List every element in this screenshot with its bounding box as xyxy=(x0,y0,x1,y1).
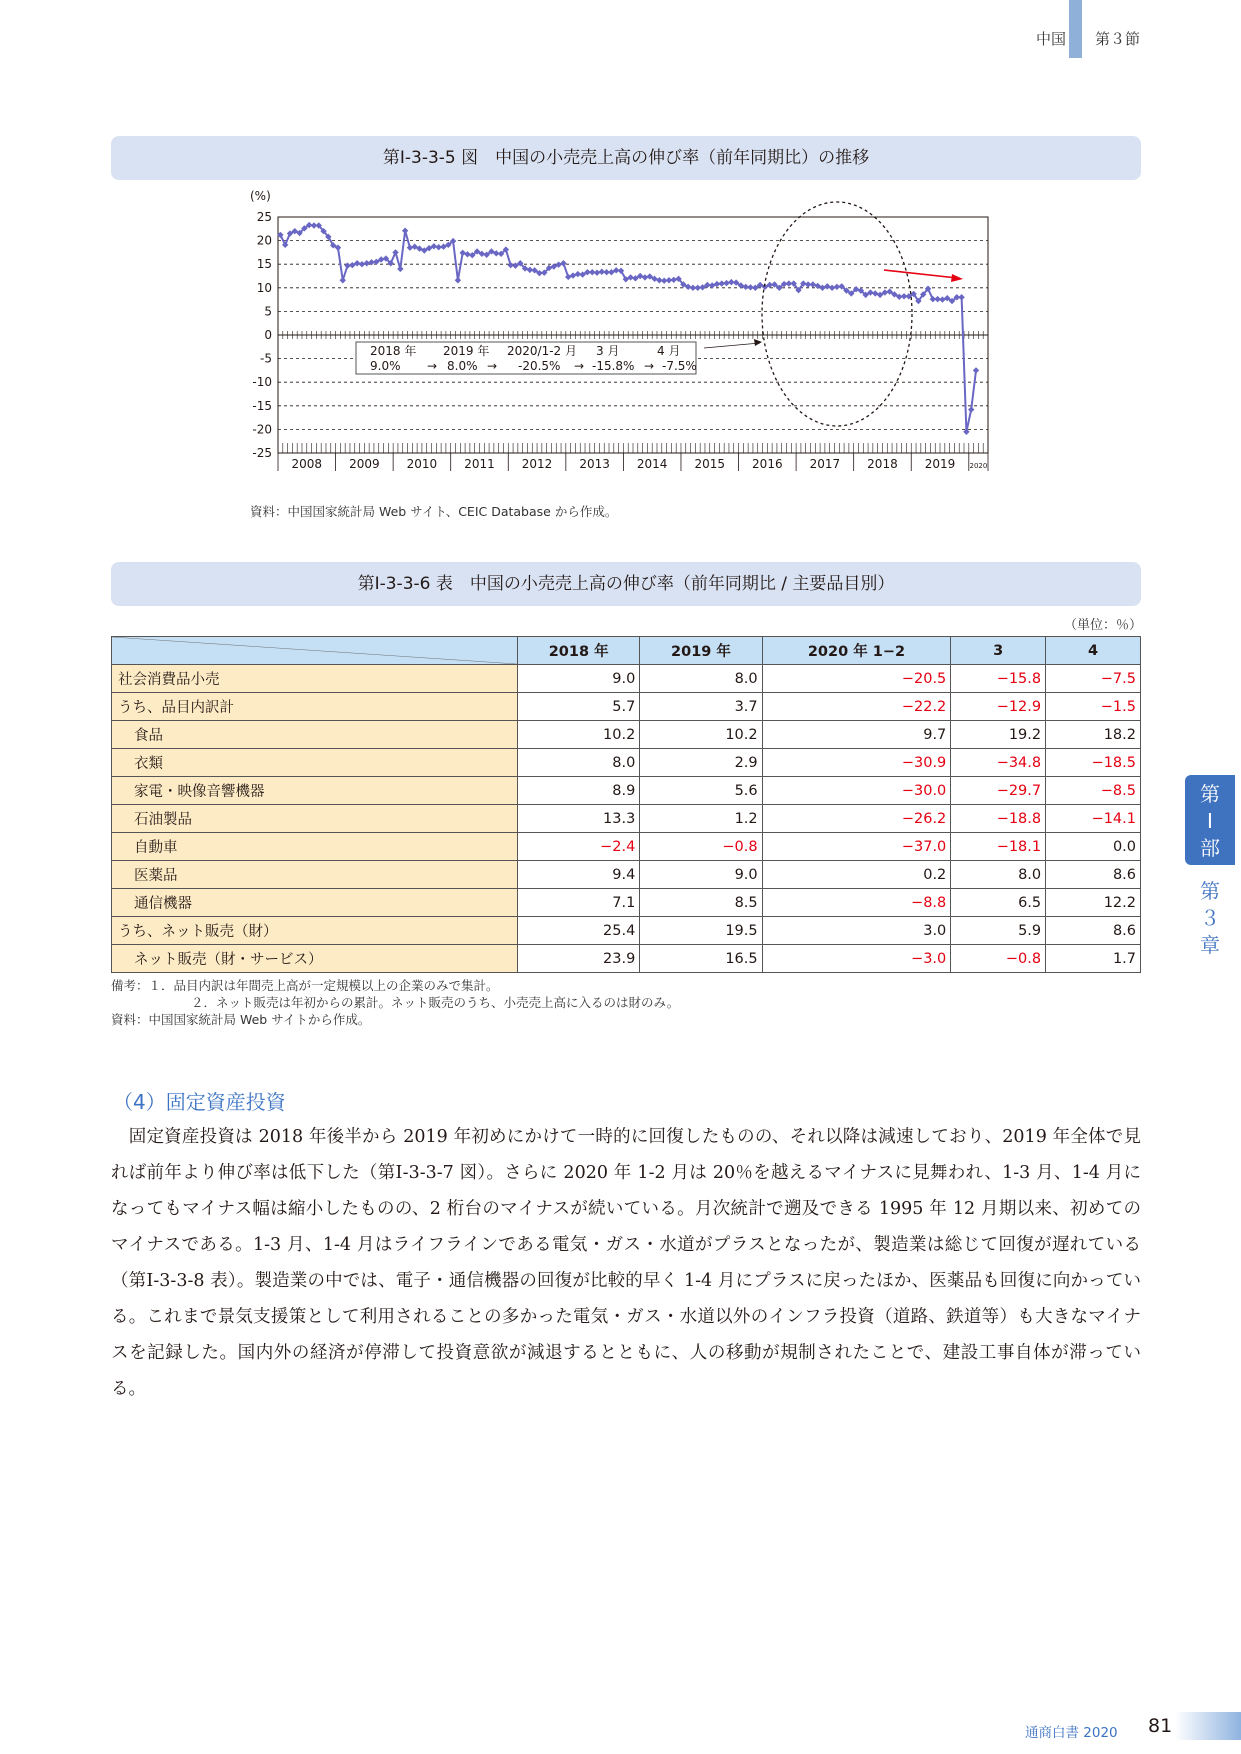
table-cell: −14.1 xyxy=(1046,805,1141,833)
annotation-year-4: 4 月 xyxy=(657,344,681,358)
data-point xyxy=(594,269,600,275)
x-tick-label: 2020 xyxy=(969,462,988,470)
note-2: ２．ネット販売は年初からの累計。ネット販売のうち、小売売上高に入るのは財のみ。 xyxy=(191,995,680,1010)
table-cell: −2.4 xyxy=(518,833,640,861)
table-cell: 1.7 xyxy=(1046,945,1141,973)
col-header-2018: 2018 年 xyxy=(518,637,640,665)
data-point xyxy=(402,227,408,233)
side-tab-chapter-label xyxy=(1185,878,1235,959)
data-point xyxy=(709,282,715,288)
header-section: 第３節 xyxy=(1095,30,1141,48)
row-label: 衣類 xyxy=(112,749,518,777)
table-cell: −30.9 xyxy=(762,749,951,777)
row-label: うち、品目内訳計 xyxy=(112,693,518,721)
data-point xyxy=(282,242,288,248)
table-cell: −8.8 xyxy=(762,889,951,917)
y-tick-label: -5 xyxy=(260,351,272,366)
data-point xyxy=(968,406,974,412)
x-tick-label: 2018 xyxy=(867,457,898,471)
table-cell: −15.8 xyxy=(951,665,1046,693)
header-bar xyxy=(1069,0,1082,58)
table-cell: 9.4 xyxy=(518,861,640,889)
table-cell: 12.2 xyxy=(1046,889,1141,917)
row-label: 自動車 xyxy=(112,833,518,861)
annotation-arrow-0: → xyxy=(427,359,438,373)
table-cell: −7.5 xyxy=(1046,665,1141,693)
row-label: 医薬品 xyxy=(112,861,518,889)
x-tick-label: 2012 xyxy=(521,457,553,471)
annotation-year-3: 3 月 xyxy=(596,344,620,358)
x-tick-label: 2014 xyxy=(636,457,668,471)
data-point xyxy=(939,296,945,302)
table-cell: 8.5 xyxy=(640,889,762,917)
x-tick-label: 2008 xyxy=(291,457,323,471)
table-cell: 3.0 xyxy=(762,917,951,945)
annotation-year-0: 2018 年 xyxy=(370,344,417,358)
table-cell: 19.5 xyxy=(640,917,762,945)
table-title: 第Ⅰ-3-3-6 表 中国の小売売上高の伸び率（前年同期比 / 主要品目別） xyxy=(111,562,1141,606)
side-tab-char: 章 xyxy=(1200,933,1220,957)
header-country: 中国 xyxy=(1035,30,1066,48)
y-tick-label: 10 xyxy=(256,280,272,295)
table-cell: 5.7 xyxy=(518,693,640,721)
note-1: 備考：１．品目内訳は年間売上高が一定規模以上の企業のみで集計。 xyxy=(111,978,499,993)
retail-sales-line-chart xyxy=(230,188,1000,500)
annotation-arrow-2: → xyxy=(574,359,585,373)
table-row xyxy=(112,749,1141,777)
table-cell: 8.9 xyxy=(518,777,640,805)
data-point xyxy=(464,251,470,257)
table-row xyxy=(112,777,1141,805)
row-label: 社会消費品小売 xyxy=(112,665,518,693)
trend-arrow-head xyxy=(951,274,963,282)
x-tick-label: 2016 xyxy=(752,457,783,471)
y-ticks xyxy=(252,210,272,460)
col-header-3: 3 xyxy=(951,637,1046,665)
table-cell: 3.7 xyxy=(640,693,762,721)
y-tick-label: -15 xyxy=(252,398,272,413)
retail-items-table xyxy=(111,636,1141,973)
x-tick-label: 2019 xyxy=(924,457,956,471)
row-label: 通信機器 xyxy=(112,889,518,917)
y-tick-label: 15 xyxy=(256,257,272,272)
table-cell: 1.2 xyxy=(640,805,762,833)
table-cell: 8.6 xyxy=(1046,861,1141,889)
table-row xyxy=(112,665,1141,693)
table-cell: 8.0 xyxy=(640,665,762,693)
data-point xyxy=(958,294,964,300)
table-row xyxy=(112,721,1141,749)
table-cell: 5.9 xyxy=(951,917,1046,945)
annotation-arrow-1: → xyxy=(487,359,498,373)
figure-title: 第Ⅰ-3-3-5 図 中国の小売売上高の伸び率（前年同期比）の推移 xyxy=(111,136,1141,180)
table-source: 資料：中国国家統計局 Web サイトから作成。 xyxy=(111,1012,371,1027)
annotation-value-4: -7.5% xyxy=(662,359,697,373)
table-cell: 9.0 xyxy=(640,861,762,889)
table-cell: −0.8 xyxy=(951,945,1046,973)
table-cell: 13.3 xyxy=(518,805,640,833)
page-number: 81 xyxy=(1148,1715,1173,1737)
table-header-row xyxy=(112,637,1141,665)
table-cell: −22.2 xyxy=(762,693,951,721)
row-label: うち、ネット販売（財） xyxy=(112,917,518,945)
series-points xyxy=(277,222,979,435)
data-point xyxy=(455,277,461,283)
data-point xyxy=(570,272,576,278)
series-line xyxy=(280,225,976,432)
table-cell: −12.9 xyxy=(951,693,1046,721)
table-cell: −8.5 xyxy=(1046,777,1141,805)
data-point xyxy=(810,281,816,287)
annotation-value-2: -20.5% xyxy=(518,359,561,373)
table-unit: （単位：％） xyxy=(1063,618,1142,633)
table-cell: 0.0 xyxy=(1046,833,1141,861)
table-row xyxy=(112,889,1141,917)
table-cell: 25.4 xyxy=(518,917,640,945)
data-point xyxy=(824,283,830,289)
y-tick-label: -25 xyxy=(252,446,272,460)
table-cell: 9.0 xyxy=(518,665,640,693)
table-cell: −30.0 xyxy=(762,777,951,805)
y-tick-label: 20 xyxy=(256,233,272,248)
data-point xyxy=(397,266,403,272)
table-cell: 7.1 xyxy=(518,889,640,917)
x-tick-label: 2011 xyxy=(464,457,495,471)
table-corner-cell xyxy=(112,637,518,665)
table-cell: −18.5 xyxy=(1046,749,1141,777)
table-row xyxy=(112,693,1141,721)
side-tab-part-label xyxy=(1185,781,1235,862)
table-row xyxy=(112,917,1141,945)
data-point xyxy=(359,261,365,267)
table-cell: 8.0 xyxy=(951,861,1046,889)
table-body xyxy=(112,665,1141,973)
table-row xyxy=(112,833,1141,861)
annotation-year-1: 2019 年 xyxy=(443,344,490,358)
table-cell: −20.5 xyxy=(762,665,951,693)
side-tab-chapter xyxy=(1185,878,1235,959)
section-paragraph: 固定資産投資は 2018 年後半から 2019 年初めにかけて一時的に回復したものの、それ以降は減速しており、2019 年全体で見れば前年より伸び率は低下した（第Ⅰ-3-3-7 図）。さらに 2020 年 1-2 月は 20％を越えるマイナスに見舞われ、1-3 月、1-4 月になってもマイナス幅は縮小したものの、2 桁台のマイナスが続いている。月次統計で遡及できる 1995 年 12 月期以来、初めてのマイナスである。1-3 月、1-4 月はライフラインである電気・ガス・水道がプラスとなったが、製造業は総じて回復が遅れている（第Ⅰ-3-3-8 表）。製造業の中では、電子・通信機器の回復が比較的早く 1-4 月にプラスに戻ったほか、医薬品も回復に向かっている。これまで景気支援策として利用されることの多かった電気・ガス・水道以外のインフラ投資（道路、鉄道等）も大きなマイナスを記録した。国内外の経済が停滞して投資意欲が減退するとともに、人の移動が規制されたことで、建設工事自体が滞っている。 xyxy=(111,1127,1141,1399)
annotation-box xyxy=(356,342,697,374)
side-tab-char: 第 xyxy=(1200,782,1220,806)
x-tick-label: 2015 xyxy=(694,457,726,471)
footer-title: 通商白書 2020 xyxy=(1025,1725,1118,1741)
table-cell: 0.2 xyxy=(762,861,951,889)
table-cell: 10.2 xyxy=(518,721,640,749)
section-heading: （4）固定資産投資 xyxy=(113,1090,286,1114)
table-cell: −34.8 xyxy=(951,749,1046,777)
table-cell: −29.7 xyxy=(951,777,1046,805)
table-row xyxy=(112,945,1141,973)
data-point xyxy=(829,285,835,291)
data-point xyxy=(872,290,878,296)
table-cell: −1.5 xyxy=(1046,693,1141,721)
row-label: 家電・映像音響機器 xyxy=(112,777,518,805)
side-tab-char: 部 xyxy=(1200,836,1220,860)
side-tab-char: Ⅰ xyxy=(1207,809,1213,833)
table-cell: −18.1 xyxy=(951,833,1046,861)
table-cell: 9.7 xyxy=(762,721,951,749)
data-point xyxy=(565,274,571,280)
data-point xyxy=(723,280,729,286)
annotation-year-2: 2020/1-2 月 xyxy=(507,344,577,358)
table-cell: 18.2 xyxy=(1046,721,1141,749)
data-point xyxy=(671,277,677,283)
annotation-value-1: 8.0% xyxy=(447,359,478,373)
data-point xyxy=(642,274,648,280)
table-cell: 8.0 xyxy=(518,749,640,777)
y-tick-label: 25 xyxy=(256,210,272,224)
table-cell: 5.6 xyxy=(640,777,762,805)
table-cell: −37.0 xyxy=(762,833,951,861)
table-cell: 6.5 xyxy=(951,889,1046,917)
row-label: 石油製品 xyxy=(112,805,518,833)
side-tab-char: 第 xyxy=(1200,879,1220,903)
x-tick-label: 2017 xyxy=(809,457,841,471)
x-tick-label: 2009 xyxy=(349,457,380,471)
highlight-ellipse xyxy=(762,202,912,426)
x-tick-label: 2013 xyxy=(579,457,610,471)
data-point xyxy=(340,277,346,283)
y-tick-label: 5 xyxy=(264,304,272,319)
data-point xyxy=(364,260,370,266)
figure-source: 資料：中国国家統計局 Web サイト、CEIC Database から作成。 xyxy=(250,504,618,519)
col-header-4: 4 xyxy=(1046,637,1141,665)
annotation-pointer xyxy=(704,343,760,348)
table-cell: 19.2 xyxy=(951,721,1046,749)
table-cell: 10.2 xyxy=(640,721,762,749)
col-header-2020-1-2: 2020 年 1−2 xyxy=(762,637,951,665)
row-label: ネット販売（財・サービス） xyxy=(112,945,518,973)
annotation-value-0: 9.0% xyxy=(370,359,401,373)
y-tick-label: -10 xyxy=(252,375,272,390)
table-cell: −26.2 xyxy=(762,805,951,833)
table-cell: −3.0 xyxy=(762,945,951,973)
footer-bar xyxy=(1175,1712,1241,1740)
table-notes xyxy=(111,977,679,1028)
annotation-pointer-head xyxy=(754,339,762,346)
table-cell: 23.9 xyxy=(518,945,640,973)
y-axis-label: (%) xyxy=(250,189,271,203)
annotation-arrow-3: → xyxy=(644,359,655,373)
y-tick-label: 0 xyxy=(264,328,272,342)
data-point xyxy=(973,367,979,373)
trend-arrow xyxy=(884,270,957,278)
table-row xyxy=(112,805,1141,833)
data-point xyxy=(560,260,566,266)
data-point xyxy=(392,249,398,255)
table-cell: 16.5 xyxy=(640,945,762,973)
x-tick-label: 2010 xyxy=(406,457,438,471)
table-cell: 2.9 xyxy=(640,749,762,777)
col-header-2019: 2019 年 xyxy=(640,637,762,665)
annotation-value-3: -15.8% xyxy=(592,359,635,373)
table-row xyxy=(112,861,1141,889)
table-cell: −0.8 xyxy=(640,833,762,861)
table-cell: 8.6 xyxy=(1046,917,1141,945)
data-point xyxy=(407,244,413,250)
side-tab-part xyxy=(1185,775,1235,865)
row-label: 食品 xyxy=(112,721,518,749)
table-cell: −18.8 xyxy=(951,805,1046,833)
data-point xyxy=(459,250,465,256)
y-tick-label: -20 xyxy=(252,422,272,437)
side-tab-char: ３ xyxy=(1200,906,1220,930)
